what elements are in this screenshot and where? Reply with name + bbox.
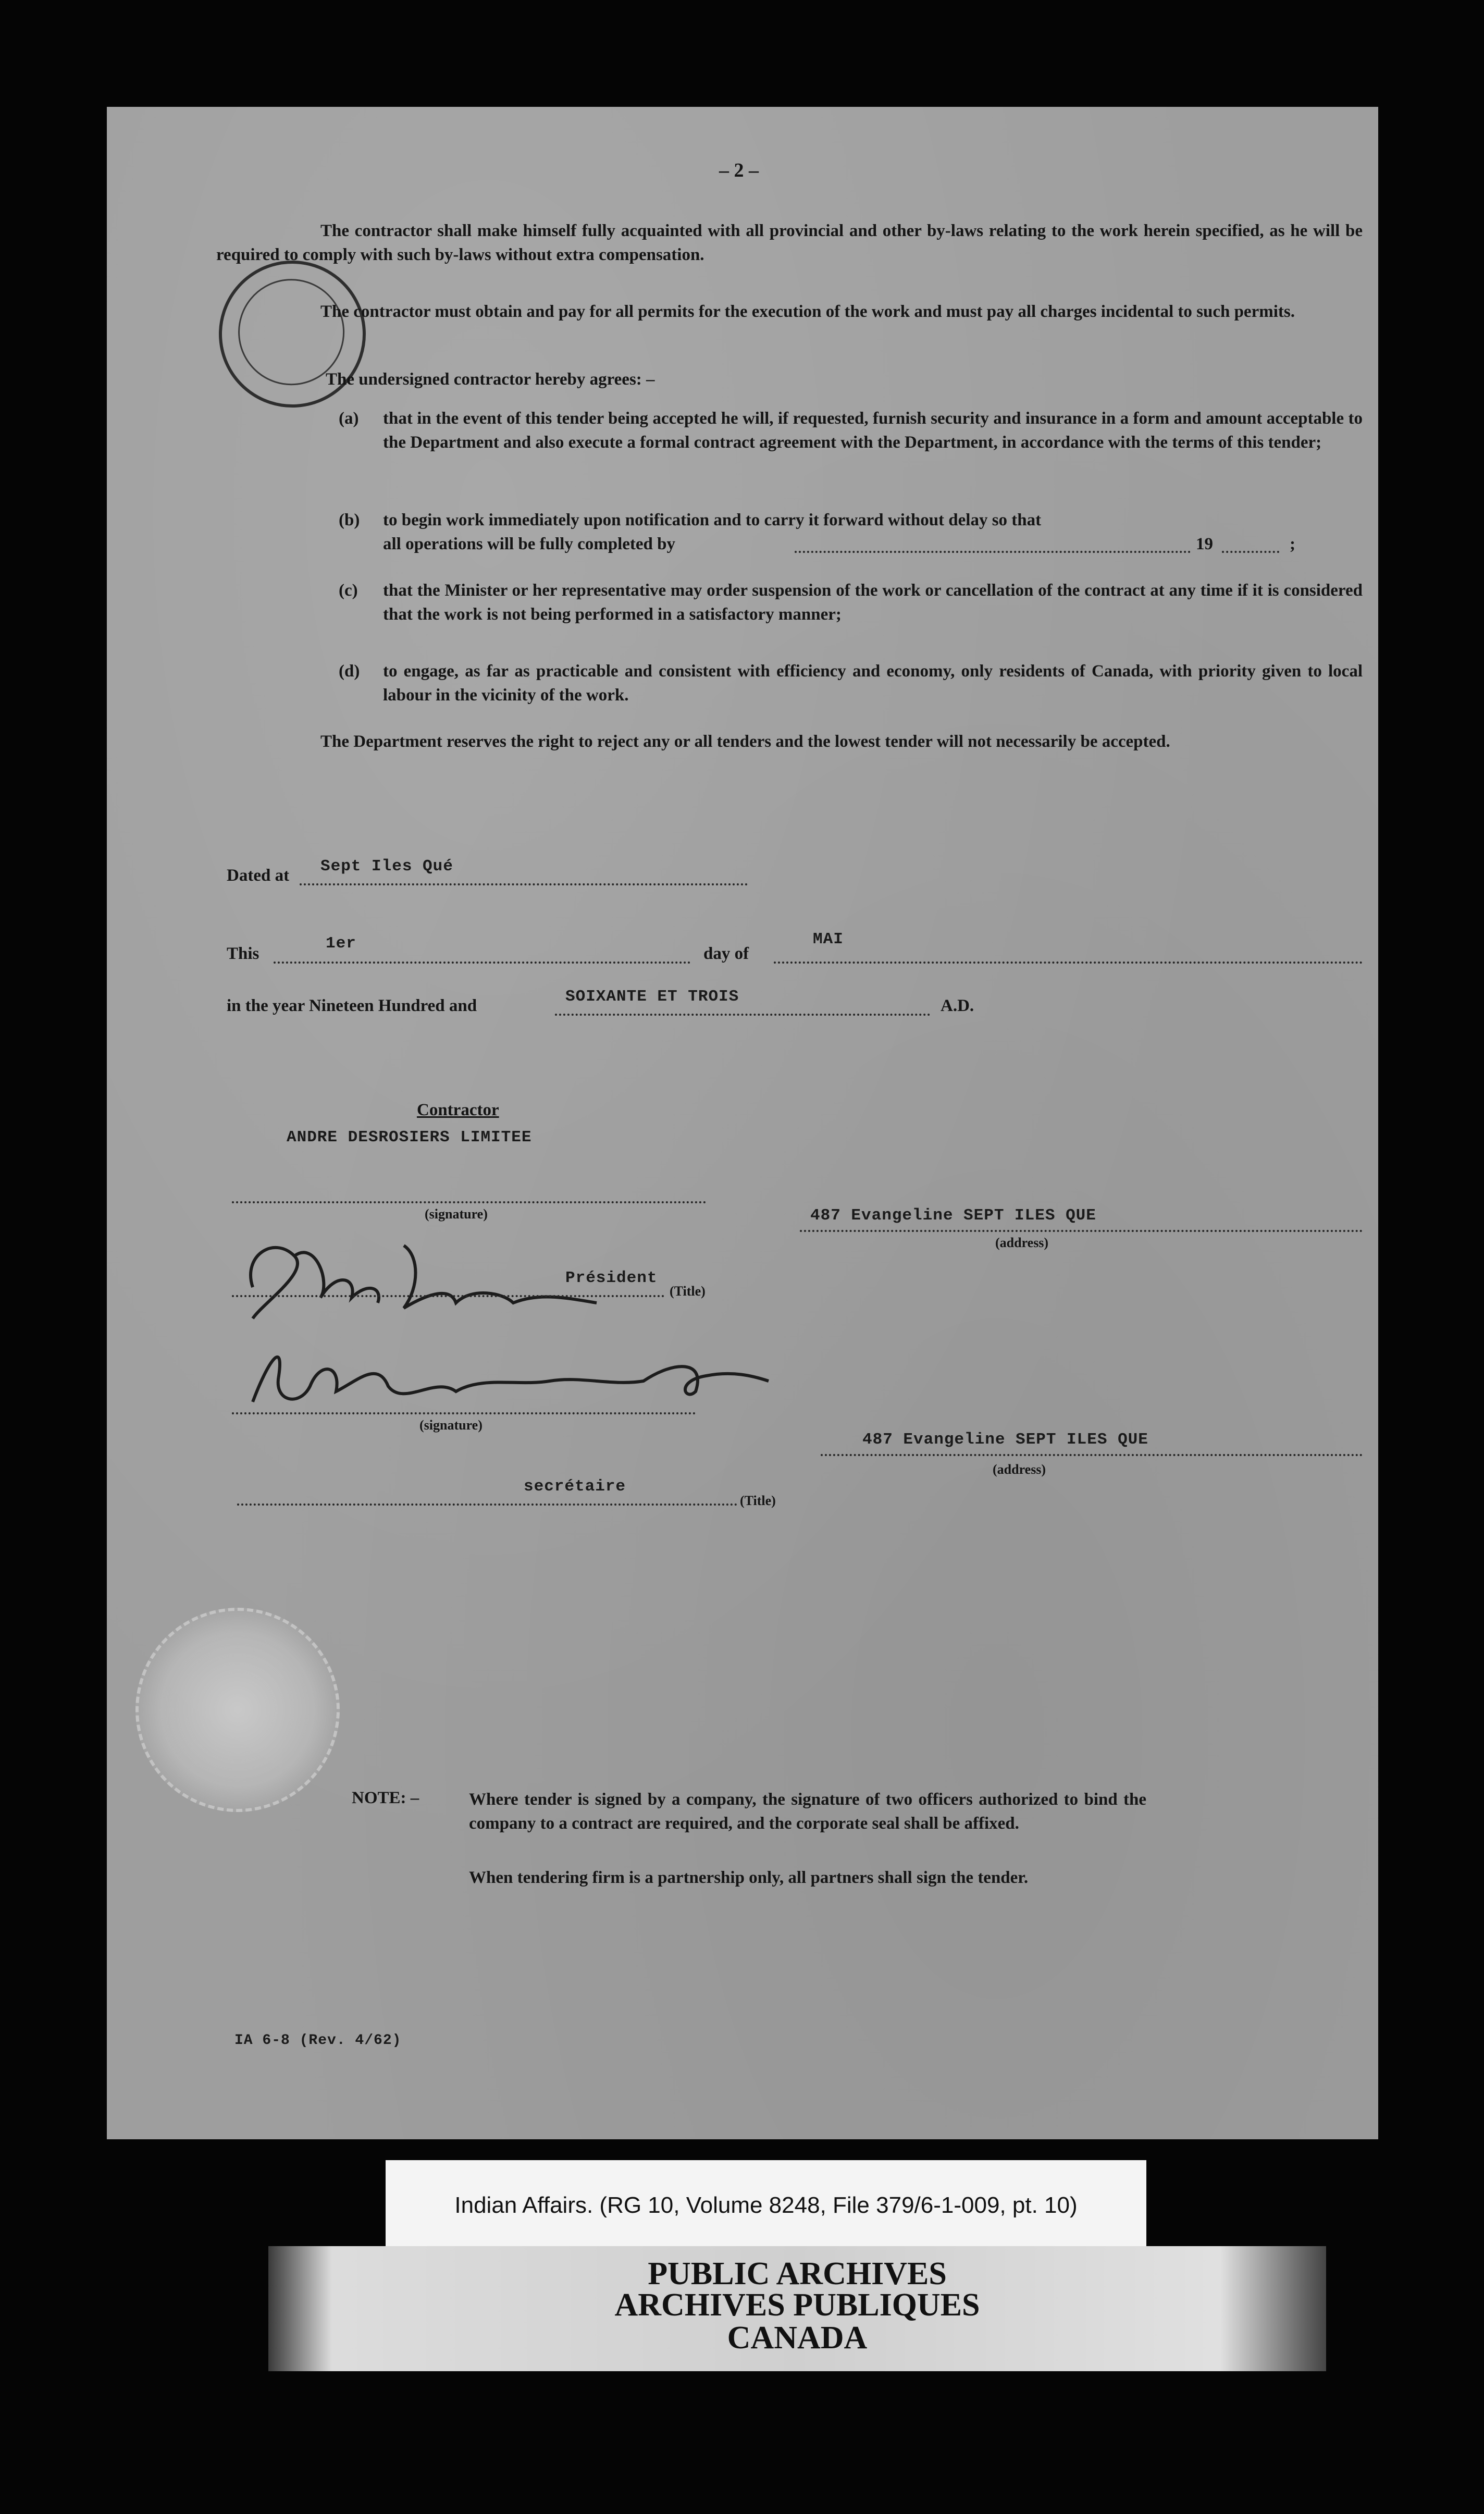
dated-at-label: Dated at bbox=[227, 866, 290, 885]
archive-line-2: ARCHIVES PUBLIQUES bbox=[614, 2287, 980, 2323]
corporate-seal bbox=[135, 1608, 340, 1812]
address-1-line bbox=[800, 1230, 1363, 1232]
ad-label: A.D. bbox=[941, 996, 974, 1015]
day-line bbox=[274, 962, 690, 964]
day-value: 1er bbox=[326, 934, 356, 953]
note-label: NOTE: – bbox=[352, 1789, 419, 1807]
paragraph-permits: The contractor must obtain and pay for all permits for the execution of the work and must pay all charges incidental to such permits. bbox=[320, 302, 1295, 321]
item-b-text-2: all operations will be fully completed by bbox=[383, 535, 675, 553]
title-1-line bbox=[232, 1295, 664, 1297]
archive-reference-label bbox=[386, 2160, 1146, 2257]
note-text-2: When tendering firm is a partnership only, all partners shall sign the tender. bbox=[469, 1868, 1029, 1887]
year-value: SOIXANTE ET TROIS bbox=[565, 988, 739, 1006]
address-1-label: (address) bbox=[995, 1235, 1049, 1250]
this-label: This bbox=[227, 944, 259, 963]
address-2-value: 487 Evangeline SEPT ILES QUE bbox=[862, 1431, 1148, 1449]
signature-1-line bbox=[232, 1201, 706, 1203]
contractor-heading: Contractor bbox=[417, 1101, 499, 1119]
archive-line-3: CANADA bbox=[727, 2320, 868, 2356]
signature-2-label: (signature) bbox=[419, 1418, 483, 1433]
title-1-value: Président bbox=[565, 1269, 658, 1287]
signature-1-label: (signature) bbox=[425, 1206, 488, 1222]
paragraph-bylaws: The contractor shall make himself fully acquainted with all provincial and other by-laws relating to the work herein specified, as he will be required to comply with such by-laws without extra compensation. bbox=[216, 221, 1363, 264]
title-1-label: (Title) bbox=[670, 1284, 706, 1299]
signature-2-scribble bbox=[237, 1329, 784, 1423]
item-b-year-prefix: 19 bbox=[1196, 535, 1213, 553]
year-label: in the year Nineteen Hundred and bbox=[227, 996, 477, 1015]
paragraph-agrees-intro: The undersigned contractor hereby agrees: – bbox=[326, 370, 655, 389]
address-1-value: 487 Evangeline SEPT ILES QUE bbox=[810, 1206, 1096, 1225]
note-text-1: Where tender is signed by a company, the signature of two officers authorized to bind the company to a contract are required, and the corporate seal shall be affixed. bbox=[469, 1790, 1146, 1833]
day-of-label: day of bbox=[703, 944, 749, 963]
item-d-text: to engage, as far as practicable and consistent with efficiency and economy, only residents of Canada, with priority given to local labour in the vicinity of the work. bbox=[383, 662, 1363, 705]
completion-year-line bbox=[1222, 551, 1279, 553]
document-page bbox=[107, 107, 1378, 2139]
item-b-text-1: to begin work immediately upon notification and to carry it forward without delay so that bbox=[383, 511, 1042, 529]
month-line bbox=[774, 962, 1363, 964]
title-2-line bbox=[237, 1504, 737, 1506]
address-2-label: (address) bbox=[993, 1462, 1046, 1477]
paragraph-reserve: The Department reserves the right to reject any or all tenders and the lowest tender will not necessarily be accepted. bbox=[320, 732, 1170, 751]
signature-2-line bbox=[232, 1412, 696, 1414]
address-2-line bbox=[821, 1454, 1363, 1456]
item-b-end: ; bbox=[1290, 535, 1295, 553]
item-d-marker: (d) bbox=[339, 662, 360, 681]
year-line bbox=[555, 1014, 930, 1016]
title-2-label: (Title) bbox=[740, 1493, 776, 1508]
item-b-marker: (b) bbox=[339, 511, 360, 529]
item-a-text: that in the event of this tender being accepted he will, if requested, furnish security and insurance in a form and amount acceptable to the Department and also execute a formal contract agreement with the Department, in accordance with the terms of this tender; bbox=[383, 409, 1363, 452]
archive-reference: Indian Affairs. (RG 10, Volume 8248, File 379/6-1-009, pt. 10) bbox=[454, 2192, 1078, 2218]
page-number: – 2 – bbox=[719, 159, 759, 181]
title-2-value: secrétaire bbox=[524, 1477, 626, 1496]
received-stamp bbox=[200, 241, 385, 426]
item-c-marker: (c) bbox=[339, 581, 358, 600]
completion-date-line bbox=[795, 551, 1191, 553]
month-value: MAI bbox=[813, 930, 844, 948]
archive-stamp-strip bbox=[268, 2246, 1326, 2371]
contractor-name: ANDRE DESROSIERS LIMITEE bbox=[287, 1128, 532, 1147]
dated-at-line bbox=[300, 883, 748, 885]
archive-line-1: PUBLIC ARCHIVES bbox=[648, 2256, 947, 2291]
dated-at-value: Sept Iles Qué bbox=[320, 857, 453, 876]
item-c-text: that the Minister or her representative may order suspension of the work or cancellation of the contract at any time if it is considered that the work is not being performed in a satisfactory manner; bbox=[383, 581, 1363, 624]
form-code: IA 6-8 (Rev. 4/62) bbox=[234, 2032, 402, 2049]
item-a-marker: (a) bbox=[339, 409, 359, 428]
